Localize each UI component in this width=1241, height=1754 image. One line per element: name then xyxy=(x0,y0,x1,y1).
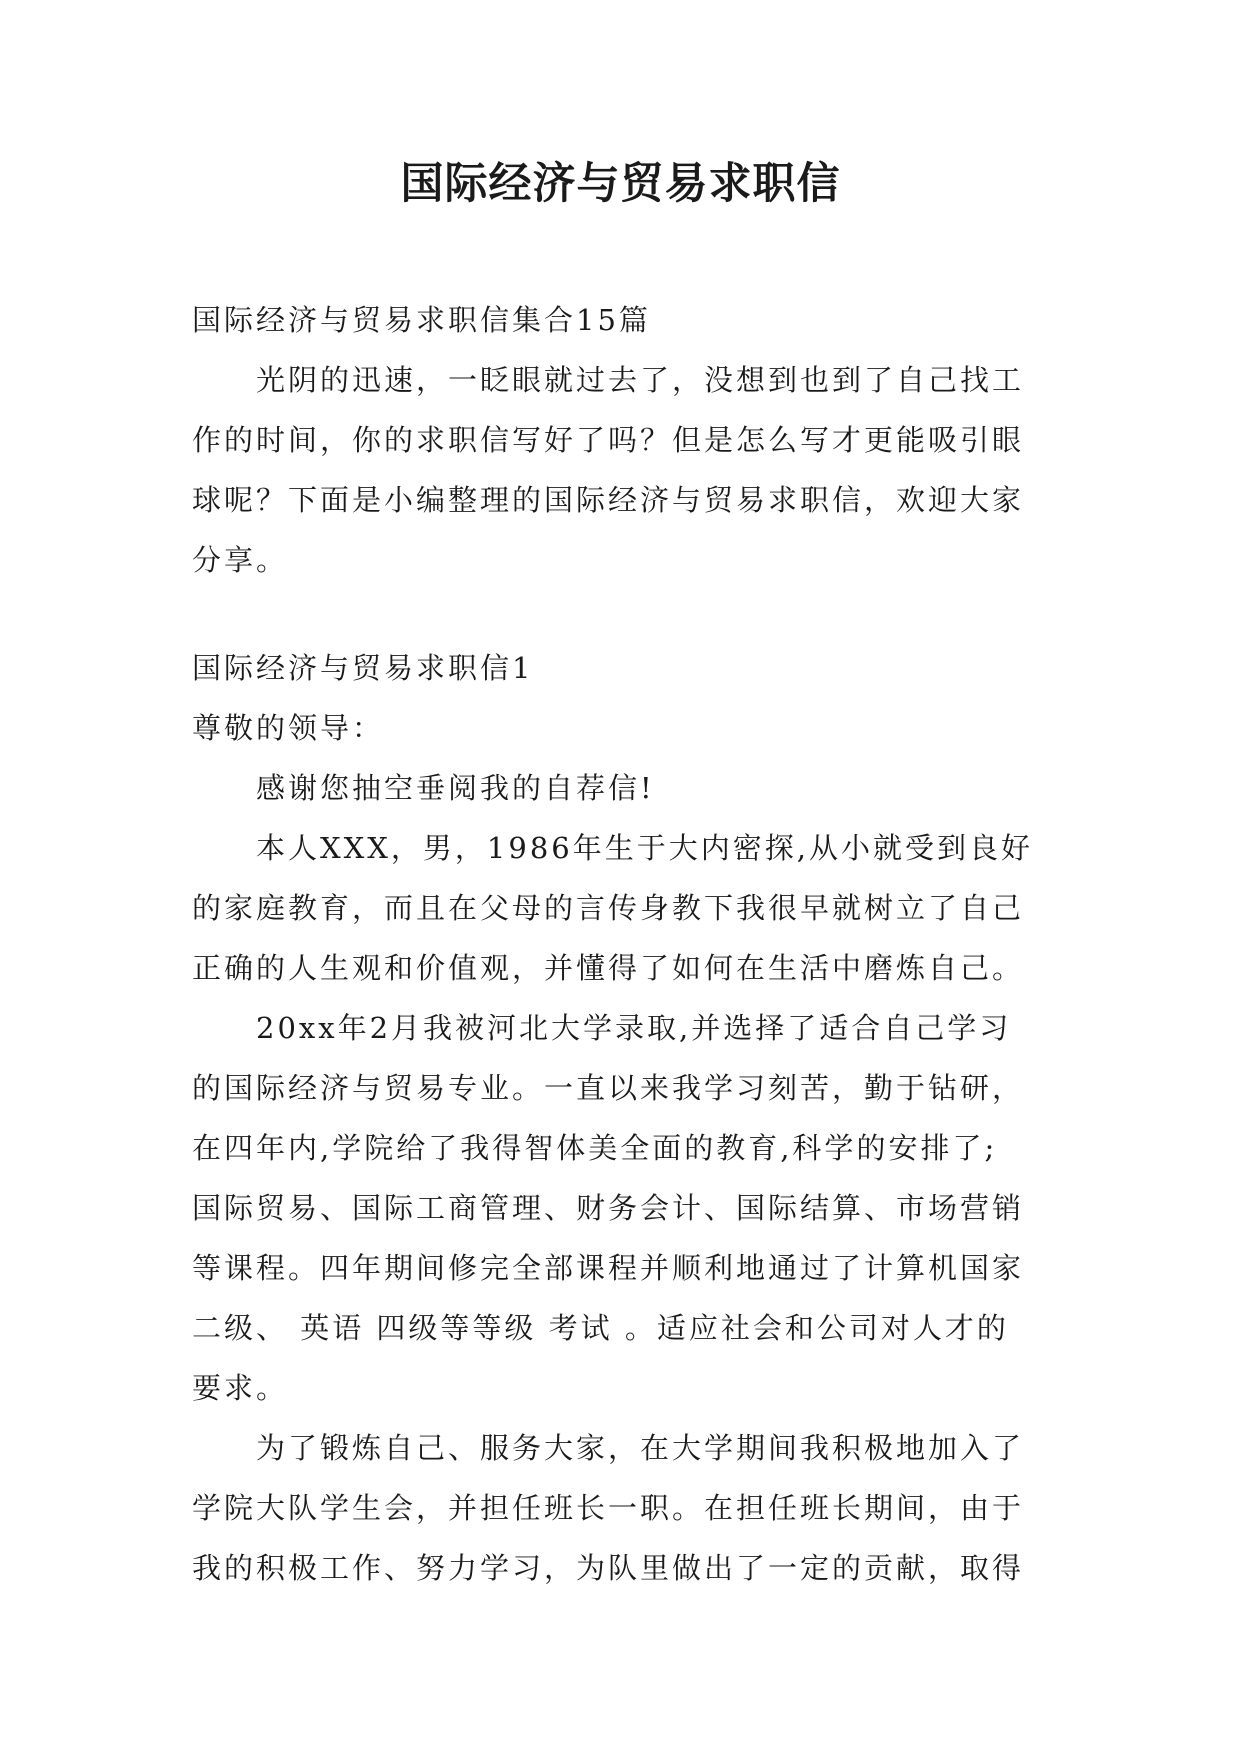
intro-line: 球呢？下面是小编整理的国际经济与贸易求职信，欢迎大家 xyxy=(192,483,1025,517)
paragraph-line: 20xx年2月我被河北大学录取,并选择了适合自己学习 xyxy=(256,1011,1012,1045)
paragraph-line: 二级、 英语 四级等等级 考试 。适应社会和公司对人才的 xyxy=(192,1311,1009,1345)
document-title: 国际经济与贸易求职信 xyxy=(400,159,841,209)
collection-subtitle: 国际经济与贸易求职信集合15篇 xyxy=(192,303,651,337)
paragraph-thanks: 感谢您抽空垂阅我的自荐信! xyxy=(256,771,655,805)
paragraph-line: 学院大队学生会，并担任班长一职。在担任班长期间，由于 xyxy=(192,1491,1025,1525)
intro-line: 光阴的迅速，一眨眼就过去了，没想到也到了自己找工 xyxy=(256,363,1025,397)
paragraph-line: 为了锻炼自己、服务大家，在大学期间我积极地加入了 xyxy=(256,1431,1025,1465)
paragraph-line: 等课程。四年期间修完全部课程并顺利地通过了计算机国家 xyxy=(192,1251,1025,1285)
intro-line: 作的时间，你的求职信写好了吗？但是怎么写才更能吸引眼 xyxy=(192,423,1025,457)
salutation: 尊敬的领导： xyxy=(192,711,385,745)
letter-body xyxy=(192,638,1062,1598)
paragraph-line: 要求。 xyxy=(192,1371,289,1405)
paragraph-line: 的国际经济与贸易专业。一直以来我学习刻苦，勤于钻研， xyxy=(192,1071,1025,1105)
intro-line: 分享。 xyxy=(192,543,289,577)
paragraph-line: 正确的人生观和价值观，并懂得了如何在生活中磨炼自己。 xyxy=(192,951,1025,985)
document-intro xyxy=(192,290,1062,590)
paragraph-line: 的家庭教育，而且在父母的言传身教下我很早就树立了自己 xyxy=(192,891,1025,925)
paragraph-line: 在四年内,学院给了我得智体美全面的教育,科学的安排了; xyxy=(192,1131,998,1165)
paragraph-line: 本人XXX，男，1986年生于大内密探,从小就受到良好 xyxy=(256,831,1033,865)
paragraph-line: 我的积极工作、努力学习，为队里做出了一定的贡献，取得 xyxy=(192,1551,1025,1585)
section-heading: 国际经济与贸易求职信1 xyxy=(192,651,534,685)
paragraph-line: 国际贸易、国际工商管理、财务会计、国际结算、市场营销 xyxy=(192,1191,1025,1225)
